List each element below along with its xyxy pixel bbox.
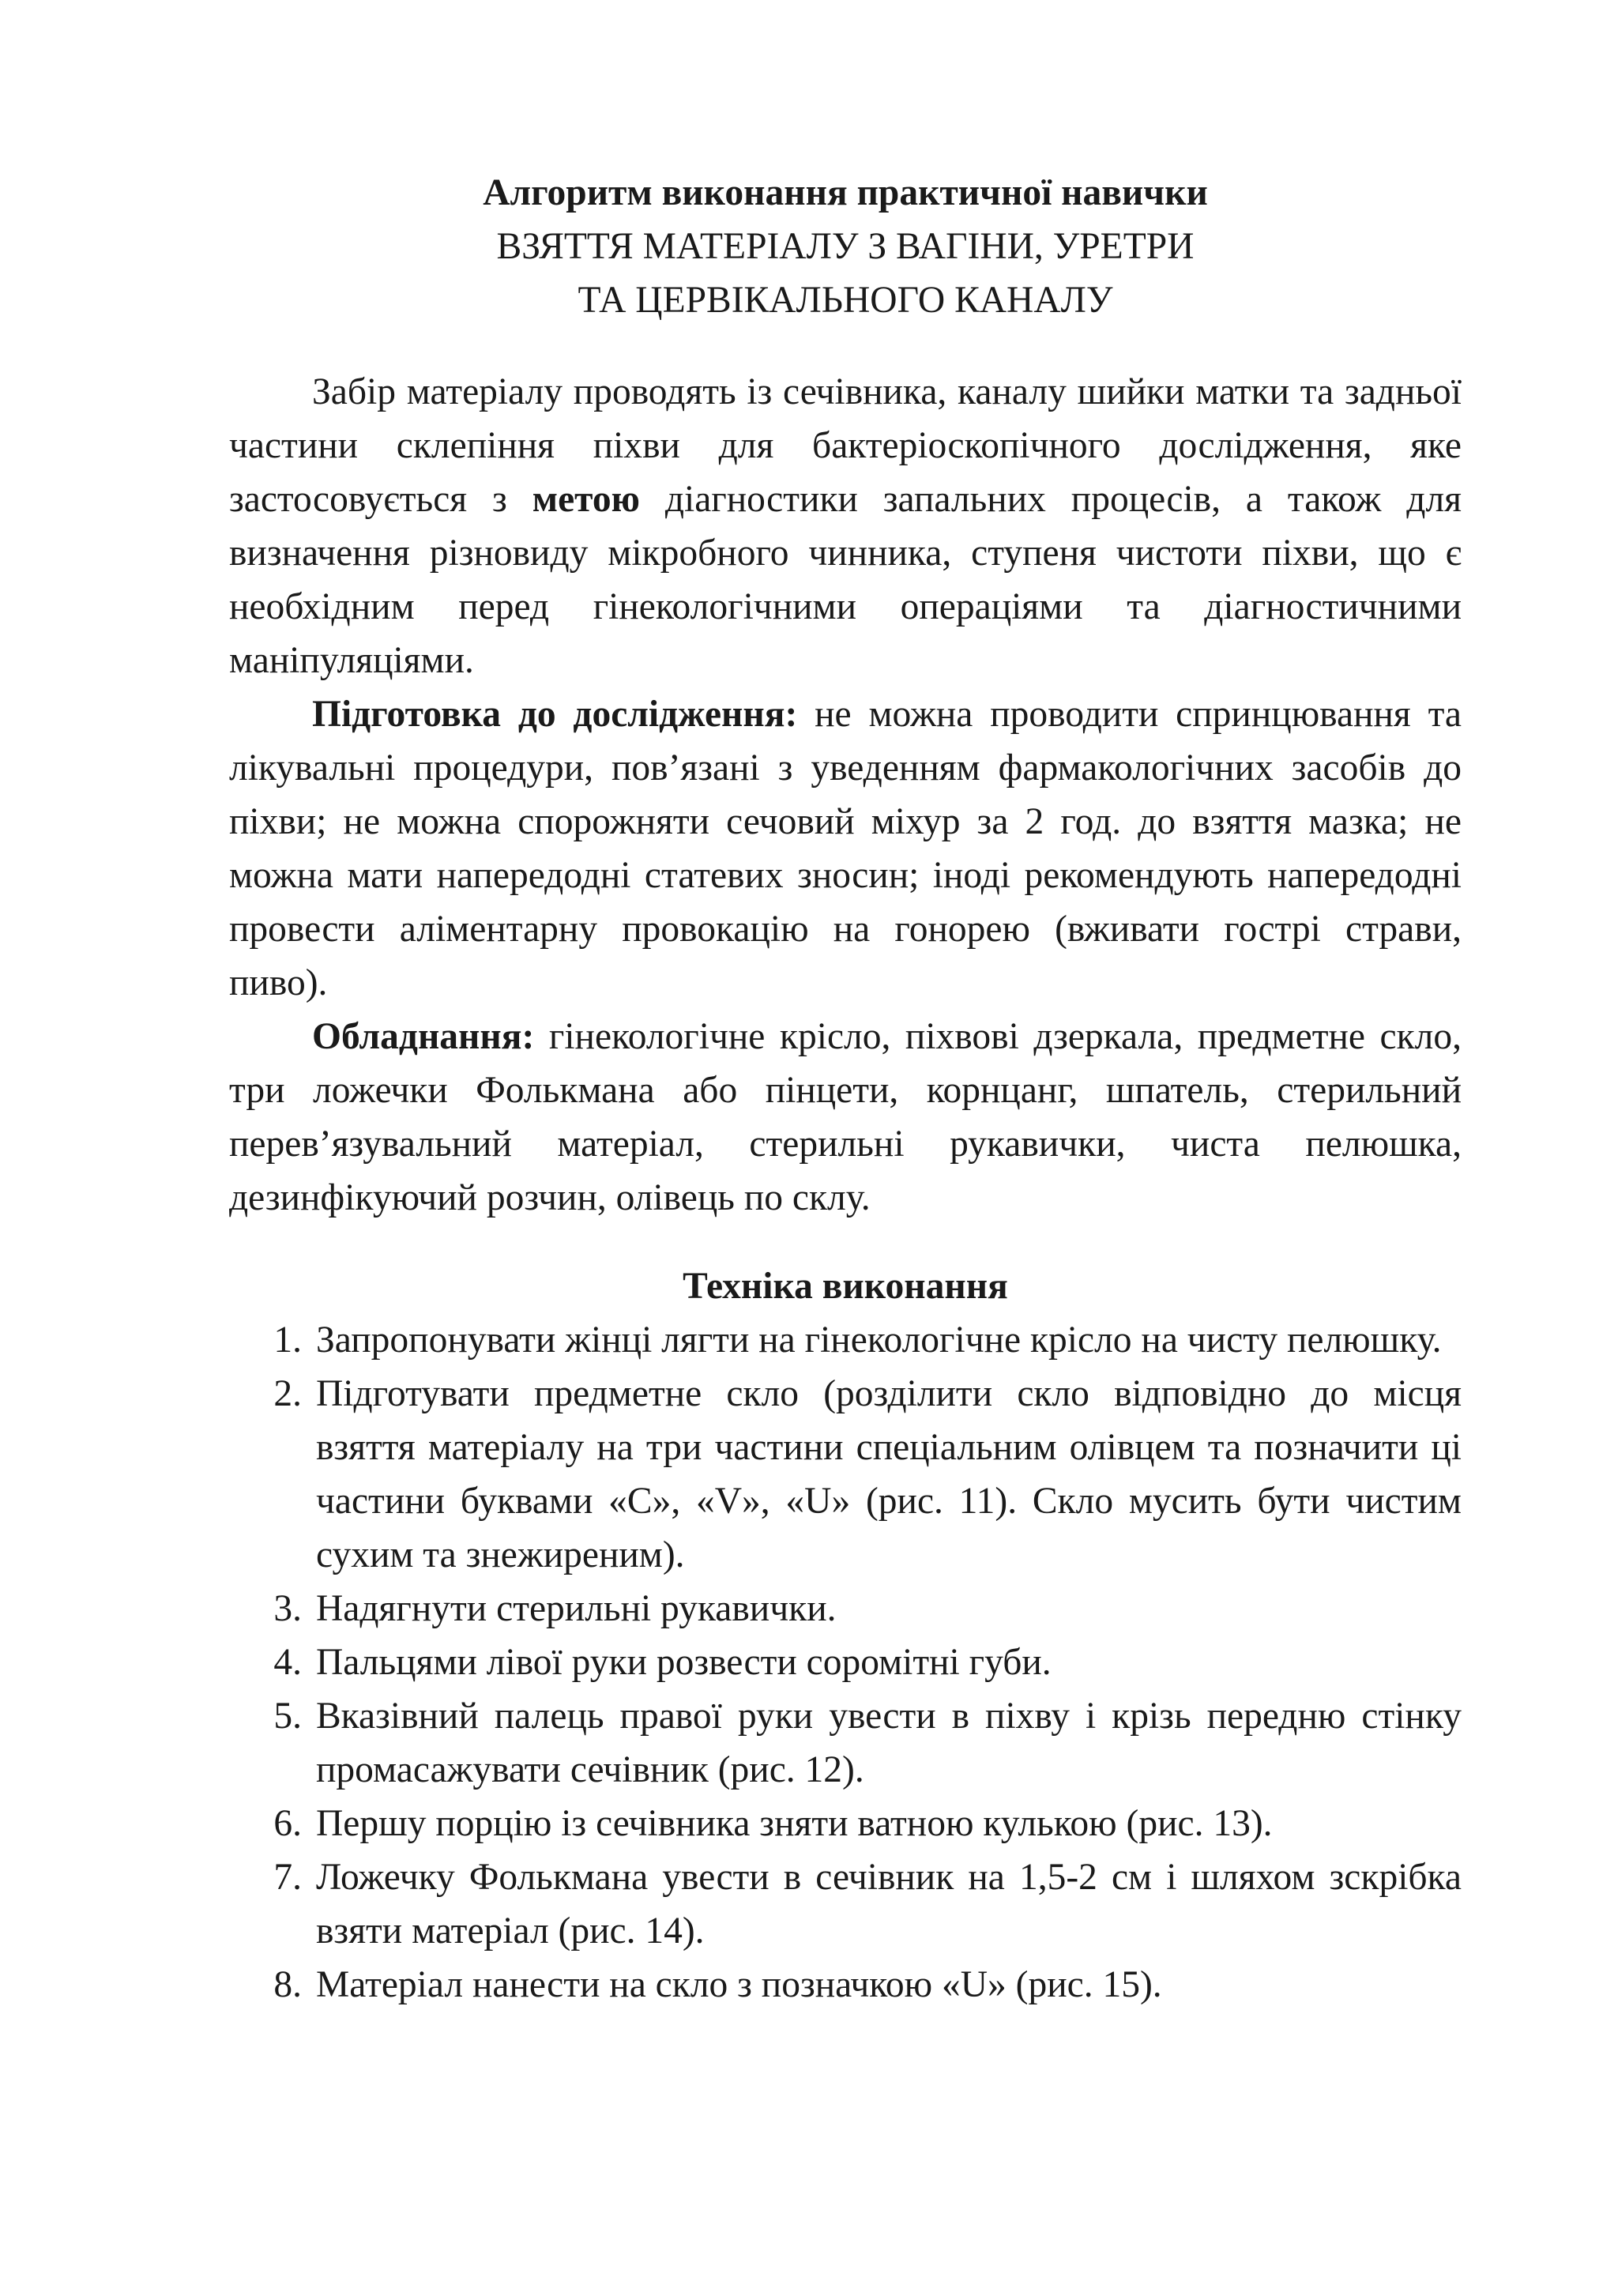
intro-paragraph <box>229 365 1462 687</box>
step-number: 4. <box>273 1642 302 1683</box>
document-page <box>229 166 1462 2012</box>
step-number: 8. <box>273 1964 302 2005</box>
list-item <box>229 1958 1462 2012</box>
equipment-text: гінекологічне крісло, піхвові дзеркала, предметне скло, три ложечки Фолькмана або пінцети, корнцанг, шпатель, стерильний перев’язувальний матеріал, стерильні рукавички, чиста пелюшка, дезинфікуючий розчин, олівець по склу. <box>229 1016 1462 1218</box>
step-number: 1. <box>273 1319 302 1361</box>
title-line-3: ТА ЦЕРВІКАЛЬНОГО КАНАЛУ <box>578 280 1113 321</box>
technique-steps-list <box>229 1313 1462 2012</box>
title-line-2: ВЗЯТТЯ МАТЕРІАЛУ З ВАГІНИ, УРЕТРИ <box>496 226 1195 267</box>
list-item <box>229 1313 1462 1367</box>
equipment-paragraph <box>229 1010 1462 1225</box>
intro-text-before: Забір матеріалу проводять із сечівника, каналу шийки матки та задньої частини склепіння піхви для бактеріоскопічного дослідження, яке застосовується з <box>229 371 1462 520</box>
step-number: 7. <box>273 1857 302 1898</box>
list-item <box>229 1689 1462 1797</box>
list-item <box>229 1850 1462 1958</box>
list-item <box>229 1367 1462 1582</box>
step-text: Підготувати предметне скло (розділити скло відповідно до місця взяття матеріалу на три частини спеціальним олівцем та позначити ці частини буквами «С», «V», «U» (рис. 11). Скло мусить бути чистим сухим та знежиреним). <box>316 1373 1462 1575</box>
preparation-paragraph <box>229 687 1462 1010</box>
step-text: Ложечку Фолькмана увести в сечівник на 1,5-2 см і шляхом зскрібка взяти матеріал (рис. 14). <box>316 1857 1462 1952</box>
intro-bold-term: метою <box>532 479 640 520</box>
title-line-1: Алгоритм виконання практичної навички <box>483 172 1208 213</box>
list-item <box>229 1635 1462 1689</box>
equipment-label: Обладнання: <box>312 1016 535 1057</box>
step-number: 5. <box>273 1696 302 1737</box>
step-text: Надягнути стерильні рукавички. <box>316 1588 837 1629</box>
list-item <box>229 1582 1462 1635</box>
step-text: Запропонувати жінці лягти на гінекологічне крісло на чисту пелюшку. <box>316 1319 1442 1361</box>
intro-text-after: діагностики запальних процесів, а також для визначення різновиду мікробного чинника, ступеня чистоти піхви, що є необхідним перед гінекологічними операціями та діагностичними маніпуляціями. <box>229 479 1462 681</box>
list-item <box>229 1797 1462 1850</box>
preparation-label: Підготовка до дослідження: <box>312 694 798 735</box>
preparation-text: не можна проводити спринцювання та лікувальні процедури, пов’язані з уведенням фармакологічних засобів до піхви; не можна спорожняти сечовий міхур за 2 год. до взяття мазка; не можна мати напередодні статевих зносин; іноді рекомендують напередодні провести аліментарну провокацію на гонорею (вживати гострі страви, пиво). <box>229 694 1462 1003</box>
step-text: Матеріал нанести на скло з позначкою «U» (рис. 15). <box>316 1964 1162 2005</box>
step-number: 6. <box>273 1803 302 1844</box>
technique-heading: Техніка виконання <box>683 1266 1008 1307</box>
step-number: 2. <box>273 1373 302 1414</box>
document-title <box>229 166 1462 327</box>
step-number: 3. <box>273 1588 302 1629</box>
step-text: Пальцями лівої руки розвести соромітні губи. <box>316 1642 1052 1683</box>
step-text: Вказівний палець правої руки увести в піхву і крізь передню стінку промасажувати сечівник (рис. 12). <box>316 1696 1462 1790</box>
step-text: Першу порцію із сечівника зняти ватною кулькою (рис. 13). <box>316 1803 1273 1844</box>
